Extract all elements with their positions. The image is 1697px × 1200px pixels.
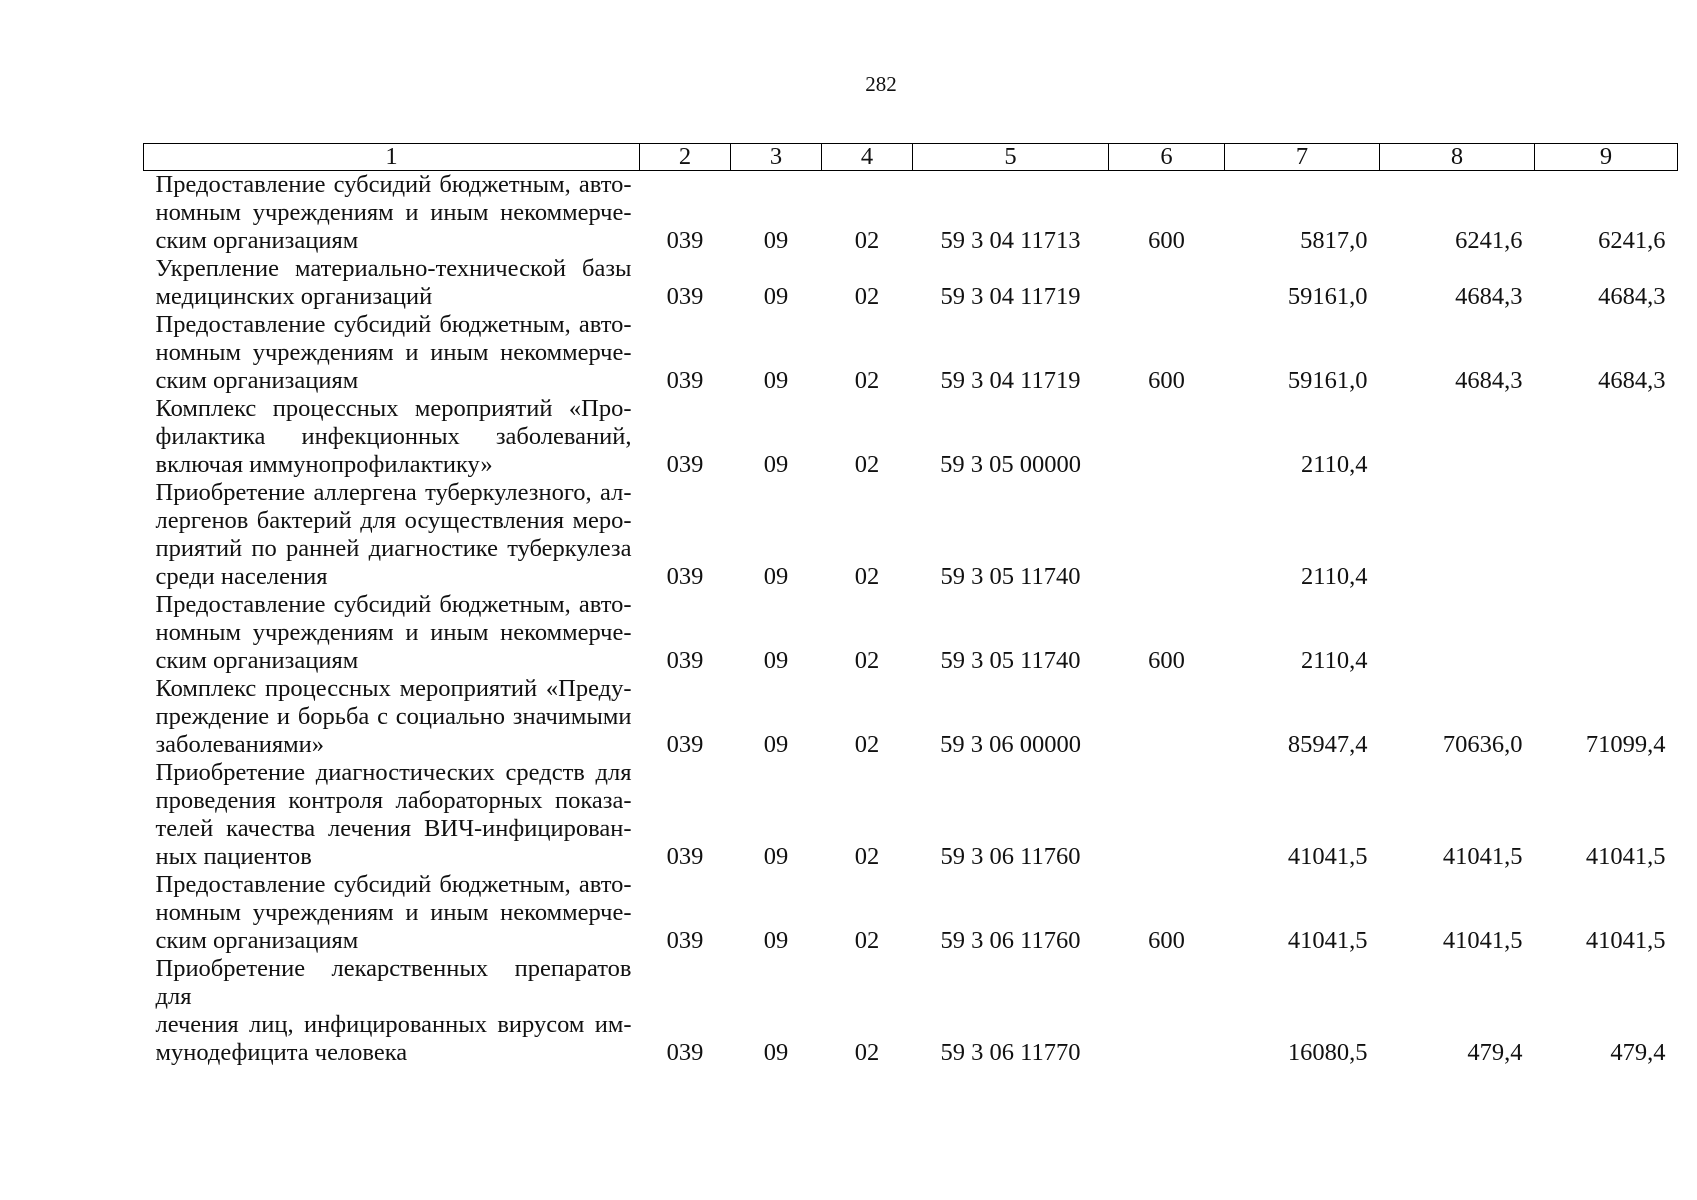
cell-col-9: 71099,4 <box>1585 731 1666 758</box>
cell-col-8: 70636,0 <box>1442 731 1523 758</box>
cell-description <box>144 759 640 871</box>
cell-col-4: 02 <box>854 843 880 870</box>
cell-col-2: 039 <box>666 451 704 478</box>
column-header-3: 3 <box>731 144 822 171</box>
cell-col-6 <box>1109 255 1225 311</box>
cell-col-2: 039 <box>666 647 704 674</box>
cell-col-5: 59 3 04 11713 <box>940 227 1081 254</box>
description-line: лечения лиц, инфицированных вирусом им- <box>155 1011 632 1038</box>
table-row <box>144 255 1678 311</box>
cell-col-7: 2110,4 <box>1301 647 1368 674</box>
cell-col-4: 02 <box>854 647 880 674</box>
column-header-8: 8 <box>1380 144 1535 171</box>
cell-col-7: 85947,4 <box>1287 731 1368 758</box>
column-header-6: 6 <box>1109 144 1225 171</box>
cell-col-8 <box>1380 591 1535 675</box>
cell-description <box>144 591 640 675</box>
description-line: Комплекс процессных мероприятий «Преду- <box>155 675 632 702</box>
cell-col-4: 02 <box>854 451 880 478</box>
cell-col-5: 59 3 06 11770 <box>940 1039 1081 1066</box>
description-line: телей качества лечения ВИЧ-инфицирован- <box>155 815 632 842</box>
cell-col-8: 41041,5 <box>1442 927 1523 954</box>
cell-col-5: 59 3 04 11719 <box>940 367 1081 394</box>
cell-col-8: 41041,5 <box>1442 843 1523 870</box>
description-line: Приобретение диагностических средств для <box>155 759 632 786</box>
description-line: номным учреждениям и иным некоммерче- <box>155 899 632 926</box>
column-header-1: 1 <box>144 144 640 171</box>
description-line: Приобретение лекарственных препаратов для <box>155 955 632 1010</box>
cell-col-2: 039 <box>666 227 704 254</box>
cell-col-5: 59 3 05 00000 <box>940 451 1081 478</box>
cell-col-5: 59 3 04 11719 <box>940 283 1081 310</box>
cell-col-4: 02 <box>854 731 880 758</box>
description-line: лергенов бактерий для осуществления меро- <box>155 507 632 534</box>
table-body <box>144 171 1678 1068</box>
cell-col-4: 02 <box>854 227 880 254</box>
cell-col-6: 600 <box>1148 927 1185 954</box>
table-row <box>144 171 1678 256</box>
cell-col-2: 039 <box>666 843 704 870</box>
cell-col-5: 59 3 06 11760 <box>940 927 1081 954</box>
cell-col-3: 09 <box>763 927 789 954</box>
cell-col-4: 02 <box>854 1039 880 1066</box>
column-header-7: 7 <box>1225 144 1380 171</box>
description-line: филактика инфекционных заболеваний, <box>155 423 632 450</box>
cell-col-9: 41041,5 <box>1585 843 1666 870</box>
cell-description <box>144 255 640 311</box>
description-line: заболеваниями» <box>155 731 325 758</box>
table-row <box>144 871 1678 955</box>
cell-description <box>144 871 640 955</box>
description-line: ским организациям <box>155 367 359 394</box>
cell-col-8 <box>1380 395 1535 479</box>
description-line: Укрепление материально-технической базы <box>155 255 632 282</box>
cell-col-8: 479,4 <box>1467 1039 1523 1066</box>
cell-col-6: 600 <box>1148 367 1185 394</box>
cell-col-9 <box>1535 591 1678 675</box>
cell-col-3: 09 <box>763 731 789 758</box>
column-header-2: 2 <box>640 144 731 171</box>
cell-col-2: 039 <box>666 927 704 954</box>
cell-col-6 <box>1109 395 1225 479</box>
cell-col-7: 59161,0 <box>1287 283 1368 310</box>
cell-col-4: 02 <box>854 927 880 954</box>
description-line: приятий по ранней диагностике туберкулеза <box>155 535 632 562</box>
cell-col-6 <box>1109 675 1225 759</box>
description-line: преждение и борьба с социально значимыми <box>155 703 632 730</box>
cell-col-9: 4684,3 <box>1598 283 1666 310</box>
cell-col-7: 2110,4 <box>1301 563 1368 590</box>
description-line: номным учреждениям и иным некоммерче- <box>155 619 632 646</box>
description-line: номным учреждениям и иным некоммерче- <box>155 339 632 366</box>
cell-col-9: 41041,5 <box>1585 927 1666 954</box>
cell-col-3: 09 <box>763 367 789 394</box>
table-row <box>144 311 1678 395</box>
cell-col-8 <box>1380 479 1535 591</box>
cell-col-8: 6241,6 <box>1455 227 1523 254</box>
cell-col-6: 600 <box>1148 647 1185 674</box>
cell-col-4: 02 <box>854 283 880 310</box>
cell-col-5: 59 3 05 11740 <box>940 647 1081 674</box>
cell-col-3: 09 <box>763 563 789 590</box>
description-line: включая иммунопрофилактику» <box>155 451 493 478</box>
cell-col-9: 6241,6 <box>1598 227 1666 254</box>
cell-col-7: 41041,5 <box>1287 843 1368 870</box>
description-line: Предоставление субсидий бюджетным, авто- <box>155 871 632 898</box>
table-row <box>144 955 1678 1067</box>
cell-col-7: 41041,5 <box>1287 927 1368 954</box>
table-header <box>144 144 1678 171</box>
description-line: Приобретение аллергена туберкулезного, ал- <box>155 479 632 506</box>
cell-col-2: 039 <box>666 563 704 590</box>
cell-col-4: 02 <box>854 367 880 394</box>
column-header-9: 9 <box>1535 144 1678 171</box>
cell-col-2: 039 <box>666 283 704 310</box>
description-line: ных пациентов <box>155 843 312 870</box>
cell-col-7: 5817,0 <box>1300 227 1368 254</box>
cell-description <box>144 311 640 395</box>
cell-description <box>144 479 640 591</box>
table-row <box>144 759 1678 871</box>
description-line: ским организациям <box>155 647 359 674</box>
description-line: мунодефицита человека <box>155 1039 408 1066</box>
description-line: Предоставление субсидий бюджетным, авто- <box>155 591 632 618</box>
table-row <box>144 591 1678 675</box>
column-header-4: 4 <box>822 144 913 171</box>
cell-col-3: 09 <box>763 647 789 674</box>
header-row <box>144 144 1678 171</box>
description-line: среди населения <box>155 563 328 590</box>
cell-description <box>144 675 640 759</box>
cell-col-5: 59 3 06 11760 <box>940 843 1081 870</box>
cell-col-8: 4684,3 <box>1455 367 1523 394</box>
column-header-5: 5 <box>913 144 1109 171</box>
cell-col-2: 039 <box>666 1039 704 1066</box>
cell-col-6: 600 <box>1148 227 1185 254</box>
cell-col-9 <box>1535 479 1678 591</box>
description-line: ским организациям <box>155 927 359 954</box>
table-row <box>144 479 1678 591</box>
cell-col-7: 59161,0 <box>1287 367 1368 394</box>
cell-col-3: 09 <box>763 283 789 310</box>
description-line: проведения контроля лабораторных показа- <box>155 787 632 814</box>
cell-col-6 <box>1109 955 1225 1067</box>
cell-col-3: 09 <box>763 1039 789 1066</box>
cell-col-3: 09 <box>763 451 789 478</box>
cell-description <box>144 171 640 256</box>
cell-col-2: 039 <box>666 367 704 394</box>
table-row <box>144 395 1678 479</box>
cell-col-3: 09 <box>763 227 789 254</box>
cell-col-7: 16080,5 <box>1287 1039 1368 1066</box>
cell-col-5: 59 3 05 11740 <box>940 563 1081 590</box>
page-number: 282 <box>865 72 897 96</box>
cell-col-9: 479,4 <box>1610 1039 1666 1066</box>
cell-col-8: 4684,3 <box>1455 283 1523 310</box>
description-line: номным учреждениям и иным некоммерче- <box>155 199 632 226</box>
cell-col-9: 4684,3 <box>1598 367 1666 394</box>
table-row <box>144 675 1678 759</box>
description-line: ским организациям <box>155 227 359 254</box>
cell-col-3: 09 <box>763 843 789 870</box>
cell-col-6 <box>1109 759 1225 871</box>
cell-description <box>144 955 640 1067</box>
description-line: медицинских организаций <box>155 283 433 310</box>
cell-col-6 <box>1109 479 1225 591</box>
cell-col-9 <box>1535 395 1678 479</box>
budget-table <box>143 143 1678 1067</box>
description-line: Предоставление субсидий бюджетным, авто- <box>155 311 632 338</box>
cell-col-4: 02 <box>854 563 880 590</box>
cell-col-7: 2110,4 <box>1301 451 1368 478</box>
cell-description <box>144 395 640 479</box>
cell-col-5: 59 3 06 00000 <box>940 731 1081 758</box>
description-line: Предоставление субсидий бюджетным, авто- <box>155 171 632 198</box>
cell-col-2: 039 <box>666 731 704 758</box>
description-line: Комплекс процессных мероприятий «Про- <box>155 395 632 422</box>
